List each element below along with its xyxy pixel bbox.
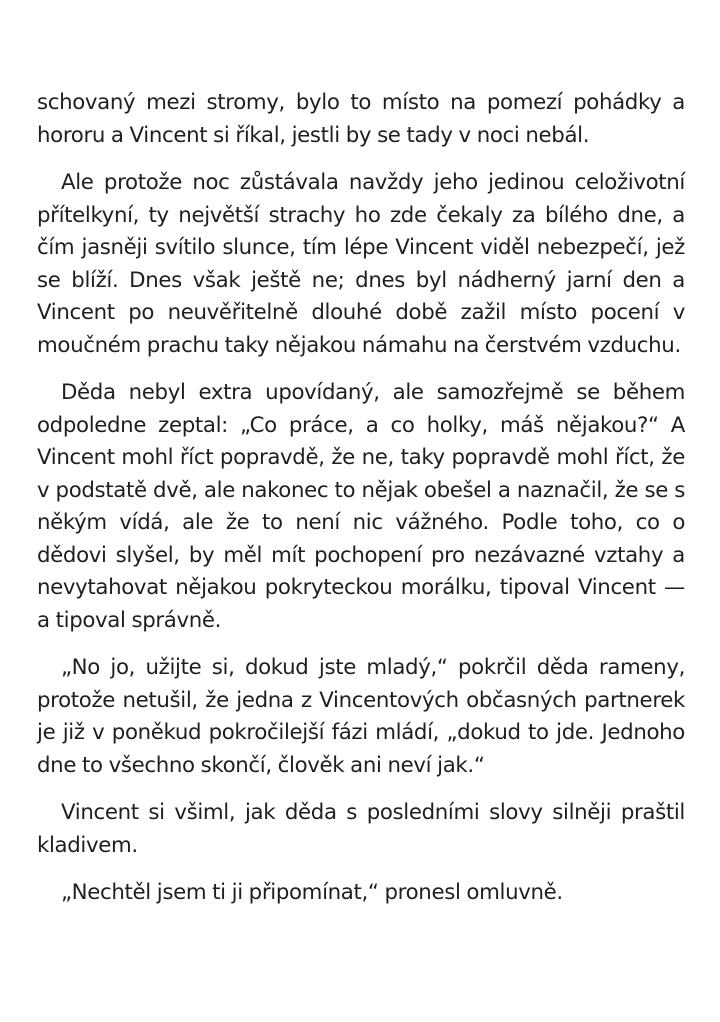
paragraph-3: Děda nebyl extra upovídaný, ale samozřejmě se během odpoledne zeptal: „Co práce, a co holky, máš nějakou?“ A Vincent mohl říct popravdě, že ne, taky popravdě mohl říct, že v podstatě dvě, ale nakonec to nějak obešel a naznačil, že se s někým vídá, ale že to není nic vážného. Podle toho, co o dědovi slyšel, by měl mít pochopení pro nezávazné vztahy a nevytahovat nějakou pokryteckou morálku, tipoval Vincent — a tipoval správně. — [37, 380, 685, 633]
paragraph-2: Ale protože noc zůstávala navždy jeho jedinou celoživotní přítelkyní, ty největší strachy ho zde čekaly za bílého dne, a čím jasněji svítilo slunce, tím lépe Vincent viděl nebezpečí, jež se blíží. Dnes však ještě ne; dnes byl nádherný jarní den a Vincent po neuvěřitelně dlouhé době zažil místo pocení v moučném prachu taky nějakou námahu na čerstvém vzduchu. — [37, 170, 685, 358]
paragraph-4: „No jo, užijte si, dokud jste mladý,“ pokrčil děda rameny, protože netušil, že jedna z Vincentových občasných partnerek je již v poněkud pokročilejší fázi mládí, „dokud to jde. Jednoho dne to všechno skončí, člověk ani neví jak.“ — [37, 655, 685, 778]
paragraph-5: Vincent si všiml, jak děda s posledními slovy silněji praštil kladivem. — [37, 800, 685, 858]
book-page — [37, 87, 685, 925]
paragraph-6: „Nechtěl jsem ti ji připomínat,“ pronesl omluvně. — [61, 880, 563, 905]
paragraph-1: schovaný mezi stromy, bylo to místo na pomezí pohádky a hororu a Vincent si říkal, jestli by se tady v noci nebál. — [37, 90, 685, 148]
